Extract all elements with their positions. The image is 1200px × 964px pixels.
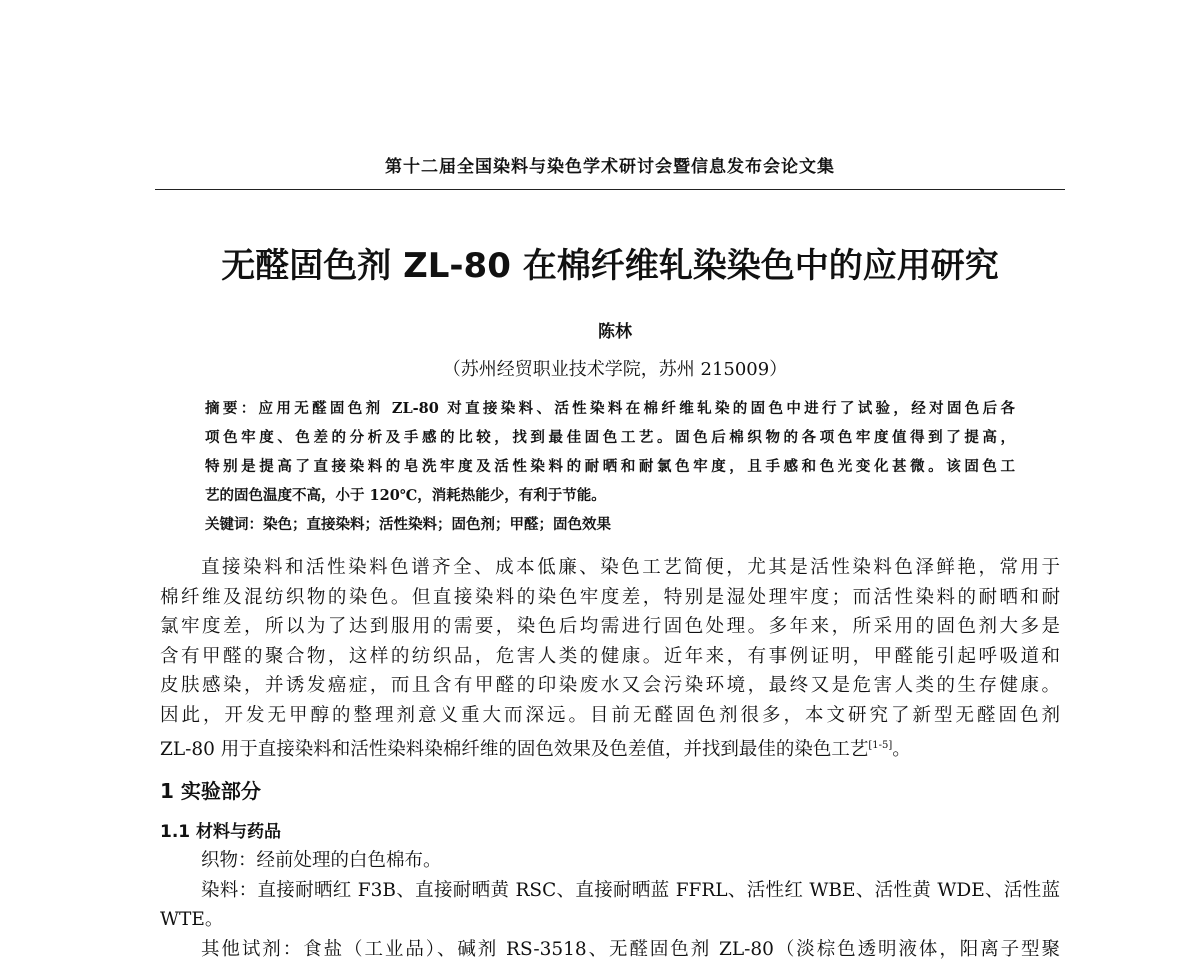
end-punct: 。: [892, 739, 911, 760]
citation: [1-5]: [868, 740, 892, 751]
header-rule: [155, 189, 1065, 190]
body-line: 氯牢度差，所以为了达到服用的需要，染色后均需进行固色处理。多年来，所采用的固色剂大多是: [160, 612, 1060, 642]
section-heading: 1 实验部分: [160, 775, 261, 804]
abstract-line: 摘要：应用无醛固色剂 ZL-80 对直接染料、活性染料在棉纤维轧染的固色中进行了试验，经对固色后各: [205, 394, 1015, 423]
body-line-text: ZL-80 用于直接染料和活性染料染棉纤维的固色效果及色差值，并找到最佳的染色工艺: [160, 739, 868, 760]
intro-paragraph: [160, 553, 1060, 764]
abstract-line: 特别是提高了直接染料的皂洗牢度及活性染料的耐晒和耐氯色牢度，且手感和色光变化甚微。该固色工: [205, 452, 1015, 481]
running-header: 第十二届全国染料与染色学术研讨会暨信息发布会论文集: [155, 152, 1065, 177]
body-line: 因此，开发无甲醇的整理剂意义重大而深远。目前无醛固色剂很多，本文研究了新型无醛固色剂: [160, 701, 1060, 731]
affiliation: （苏州经贸职业技术学院，苏州 215009）: [0, 355, 1200, 381]
body-line-final: [160, 731, 1060, 765]
body-line: 织物：经前处理的白色棉布。: [160, 846, 1060, 876]
body-line: 染料：直接耐晒红 F3B、直接耐晒黄 RSC、直接耐晒蓝 FFRL、活性红 WBE、活性黄 WDE、活性蓝: [160, 876, 1060, 906]
materials-paragraph: [160, 846, 1060, 964]
body-line: 其他试剂：食盐（工业品）、碱剂 RS-3518、无醛固色剂 ZL-80（淡棕色透明液体，阳离子型聚: [160, 935, 1060, 964]
body-line: 含有甲醛的聚合物，这样的纺织品，危害人类的健康。近年来，有事例证明，甲醛能引起呼吸道和: [160, 642, 1060, 672]
body-line: 棉纤维及混纺织物的染色。但直接染料的染色牢度差，特别是湿处理牢度；而活性染料的耐晒和耐: [160, 583, 1060, 613]
body-line: 直接染料和活性染料色谱齐全、成本低廉、染色工艺简便，尤其是活性染料色泽鲜艳，常用于: [160, 553, 1060, 583]
abstract: [205, 394, 1015, 539]
paper-title: 无醛固色剂 ZL-80 在棉纤维轧染染色中的应用研究: [100, 238, 1120, 287]
author: 陈林: [0, 317, 1200, 342]
body-line: 皮肤感染，并诱发癌症，而且含有甲醛的印染废水又会污染环境，最终又是危害人类的生存健康。: [160, 671, 1060, 701]
abstract-line: 艺的固色温度不高，小于 120℃，消耗热能少，有利于节能。: [205, 481, 1015, 510]
subsection-heading: 1.1 材料与药品: [160, 817, 281, 842]
body-line: WTE。: [160, 905, 1060, 935]
keywords: 关键词：染色；直接染料；活性染料；固色剂；甲醛；固色效果: [205, 510, 1015, 539]
abstract-line: 项色牢度、色差的分析及手感的比较，找到最佳固色工艺。固色后棉织物的各项色牢度值得到了提高，: [205, 423, 1015, 452]
